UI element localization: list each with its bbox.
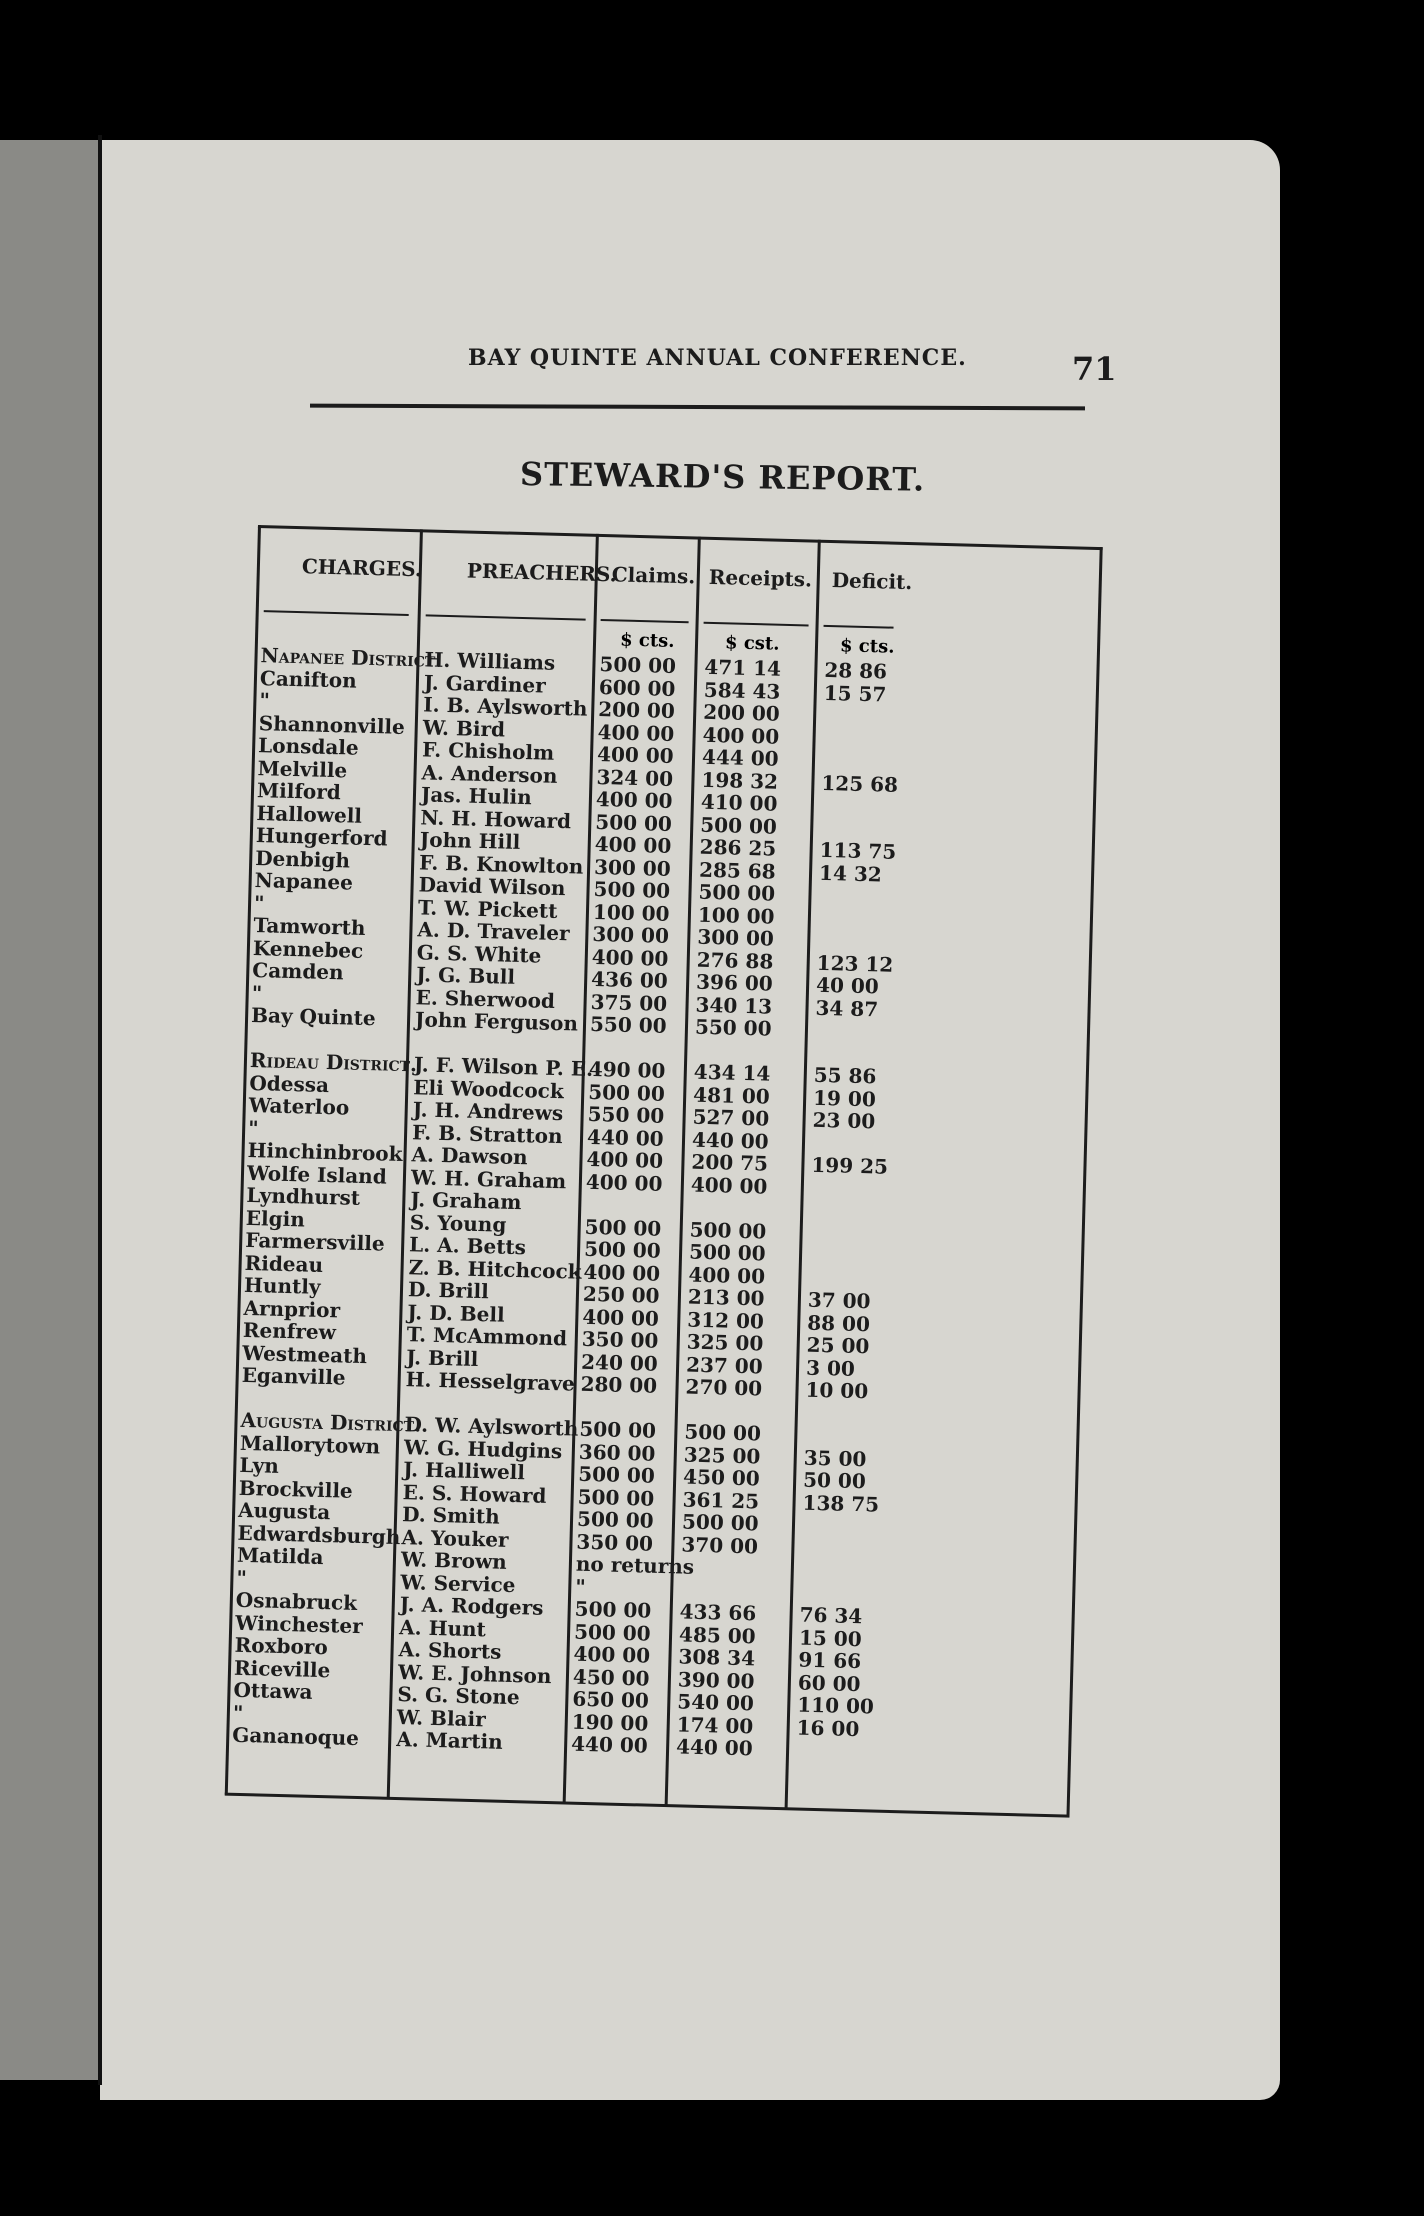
claims-cell: 490 00 (588, 1056, 666, 1083)
claims-cell: 300 00 (592, 921, 670, 948)
claims-cell: 400 00 (583, 1259, 661, 1286)
claims-cell: 375 00 (590, 989, 668, 1016)
deficit-cell: 138 75 (802, 1490, 880, 1517)
deficit-cell: 19 00 (812, 1085, 877, 1111)
receipts-cell: 471 14 (704, 654, 782, 681)
receipts-cell: 400 00 (688, 1262, 766, 1289)
claims-cell: 250 00 (582, 1281, 660, 1308)
col-header-charges: CHARGES. (301, 554, 423, 582)
preacher-cell: W. E. Johnson (397, 1659, 552, 1688)
charge-cell: Winchester (234, 1610, 363, 1638)
claims-cell: 436 00 (590, 966, 669, 993)
charge-cell: Huntly (243, 1272, 321, 1299)
claims-cell: 500 00 (595, 809, 673, 836)
charge-cell: Wolfe Island (246, 1160, 388, 1189)
claims-cell: 500 00 (574, 1596, 652, 1623)
receipts-cell: 237 00 (685, 1352, 764, 1378)
charge-cell: " (253, 890, 265, 915)
header-underline (426, 614, 586, 620)
receipts-cell: 340 13 (695, 992, 773, 1019)
claims-cell: 500 00 (583, 1236, 661, 1263)
claims-cell: 500 00 (587, 1079, 666, 1106)
claims-cell: 324 00 (596, 764, 674, 791)
preacher-cell: John Hill (419, 827, 521, 854)
charge-cell: Milford (256, 778, 342, 805)
claims-cell: no returns (575, 1551, 695, 1579)
claims-cell: 500 00 (599, 651, 677, 678)
preacher-cell: J. Graham (410, 1187, 522, 1215)
preacher-cell: A. Martin (395, 1727, 504, 1754)
receipts-cell: 361 25 (682, 1486, 760, 1513)
claims-cell: 400 00 (573, 1641, 651, 1668)
preacher-cell: W. H. Graham (410, 1164, 567, 1193)
deficit-cell: 125 68 (821, 770, 899, 797)
charge-cell: Bay Quinte (250, 1002, 376, 1031)
charge-cell: Matilda (236, 1542, 324, 1570)
receipts-cell: 396 00 (695, 969, 774, 996)
receipts-cell: 527 00 (692, 1104, 770, 1131)
claims-cell: 400 00 (597, 719, 675, 746)
deficit-cell: 110 00 (796, 1692, 875, 1719)
receipts-cell: 276 88 (696, 947, 774, 974)
claims-cell: 500 00 (579, 1416, 657, 1443)
receipts-cell: 450 00 (682, 1464, 761, 1491)
charge-cell: Riceville (233, 1655, 331, 1682)
preacher-cell: N. H. Howard (420, 804, 572, 833)
deficit-cell: 10 00 (805, 1377, 869, 1404)
receipts-cell: 400 00 (702, 722, 780, 749)
page-fold (98, 135, 102, 2085)
claims-cell: 400 00 (591, 944, 669, 971)
charge-cell: Canifton (259, 665, 358, 693)
deficit-cell: 60 00 (797, 1670, 861, 1696)
receipts-cell: 500 00 (698, 879, 776, 906)
charge-cell: Rideau (244, 1250, 324, 1277)
preacher-cell: S. G. Stone (397, 1682, 520, 1710)
preacher-cell: S. Young (409, 1209, 507, 1237)
preacher-cell: H. Williams (424, 647, 556, 675)
charge-cell: Gananoque (232, 1722, 360, 1751)
preacher-cell: Z. B. Hitchcock (408, 1254, 582, 1284)
report-title: STEWARD'S REPORT. (519, 455, 926, 499)
preacher-cell: F. B. Stratton (411, 1119, 563, 1148)
deficit-cell: 40 00 (815, 972, 880, 999)
charge-cell: Eganville (241, 1362, 346, 1390)
col-header-claims: Claims. (611, 562, 696, 589)
charge-cell: Napanee District. (260, 643, 443, 672)
claims-cell: 300 00 (593, 854, 672, 881)
charge-cell: Ottawa (233, 1677, 313, 1704)
claims-cell: 550 00 (587, 1101, 665, 1128)
receipts-cell: 198 32 (701, 767, 779, 794)
preacher-cell: F. B. Knowlton (418, 849, 584, 879)
header-underline (601, 619, 689, 623)
deficit-cell: 23 00 (812, 1107, 876, 1134)
preacher-cell: David Wilson (418, 872, 566, 901)
claims-cell: 360 00 (578, 1439, 656, 1466)
receipts-cell: 308 34 (678, 1644, 756, 1671)
col-header-receipts: Receipts. (708, 564, 813, 592)
preacher-cell: W. Brown (400, 1547, 508, 1574)
preacher-cell: J. Halliwell (403, 1457, 526, 1485)
deficit-cell: 35 00 (803, 1445, 867, 1471)
charge-cell: Kennebec (252, 935, 364, 963)
preacher-cell: J. A. Rodgers (399, 1592, 544, 1620)
receipts-cell: 100 00 (697, 902, 775, 929)
preacher-cell: W. Bird (422, 714, 506, 742)
deficit-cell: 113 75 (819, 837, 897, 864)
claims-cell: " (575, 1574, 587, 1599)
receipts-cell: 500 00 (684, 1419, 762, 1446)
receipts-cell: 200 75 (691, 1149, 769, 1176)
charge-cell: Hallowell (256, 800, 363, 828)
charge-cell: " (236, 1565, 248, 1590)
preacher-cell: J. G. Bull (415, 962, 516, 989)
header-underline (264, 610, 409, 616)
preacher-cell: D. W. Aylsworth (404, 1412, 579, 1441)
preacher-cell: J. Brill (405, 1344, 479, 1371)
deficit-cell: 88 00 (807, 1310, 871, 1336)
deficit-cell: 199 25 (811, 1152, 889, 1179)
preacher-cell: H. Hesselgrave (405, 1367, 576, 1396)
receipts-cell: 433 66 (679, 1599, 757, 1626)
preacher-cell: L. A. Betts (408, 1232, 527, 1260)
charge-cell: Denbigh (254, 845, 351, 873)
claims-cell: 400 00 (586, 1146, 664, 1173)
claims-cell: 440 00 (570, 1731, 649, 1758)
charge-cell: Melville (257, 755, 348, 782)
charge-cell: Lonsdale (257, 733, 359, 760)
preacher-cell: J. H. Andrews (412, 1097, 564, 1126)
preacher-cell: A. Dawson (411, 1142, 528, 1170)
preacher-cell: J. D. Bell (407, 1299, 505, 1327)
charge-cell: " (251, 980, 263, 1005)
claims-cell: 350 00 (576, 1529, 654, 1556)
preacher-cell: G. S. White (416, 939, 542, 968)
receipts-cell: 481 00 (692, 1082, 771, 1109)
receipts-cell: 312 00 (687, 1307, 765, 1334)
receipts-cell: 500 00 (688, 1239, 766, 1266)
receipts-cell: 550 00 (694, 1014, 772, 1041)
claims-cell: 400 00 (582, 1304, 660, 1331)
charge-cell: Brockville (238, 1475, 354, 1503)
claims-unit: $ cts. (619, 629, 675, 652)
preacher-cell: F. Chisholm (421, 737, 555, 765)
charge-cell: Odessa (249, 1070, 330, 1097)
charge-cell: Hungerford (255, 823, 388, 851)
claims-cell: 200 00 (597, 696, 676, 723)
deficit-cell: 76 34 (799, 1602, 863, 1629)
col-header-deficit: Deficit. (831, 568, 913, 595)
charge-cell: " (259, 688, 271, 713)
receipts-unit: $ cst. (724, 632, 780, 655)
claims-cell: 400 00 (595, 786, 673, 813)
claims-cell: 500 00 (577, 1484, 655, 1511)
receipts-cell: 370 00 (681, 1531, 759, 1558)
deficit-cell: 37 00 (807, 1287, 871, 1314)
receipts-cell: 434 14 (693, 1059, 771, 1086)
receipts-cell: 584 43 (703, 677, 781, 704)
claims-cell: 500 00 (577, 1461, 656, 1488)
deficit-cell: 15 00 (798, 1625, 863, 1651)
receipts-cell: 540 00 (677, 1689, 755, 1716)
charge-cell: Hinchinbrook (247, 1137, 403, 1166)
charge-cell: " (232, 1700, 244, 1725)
preacher-cell: Eli Woodcock (413, 1074, 565, 1103)
preacher-cell: A. Anderson (421, 759, 558, 788)
receipts-cell: 410 00 (700, 789, 778, 816)
receipts-cell: 485 00 (678, 1621, 756, 1648)
receipts-cell: 444 00 (701, 744, 779, 771)
charge-cell: Shannonville (258, 710, 406, 739)
receipts-cell: 325 00 (683, 1441, 761, 1468)
claims-cell: 440 00 (586, 1124, 664, 1151)
claims-cell: 280 00 (580, 1371, 658, 1398)
charge-cell: Arnprior (243, 1295, 341, 1322)
charge-cell: Farmersville (244, 1227, 385, 1256)
claims-cell: 190 00 (571, 1709, 649, 1736)
receipts-cell: 300 00 (697, 924, 775, 951)
facing-page-edge (0, 140, 100, 2080)
preacher-cell: A. Shorts (398, 1637, 502, 1664)
preacher-cell: A. D. Traveler (417, 917, 570, 946)
receipts-cell: 440 00 (675, 1734, 754, 1761)
claims-cell: 450 00 (572, 1664, 650, 1691)
charge-cell: Tamworth (253, 913, 366, 940)
charge-cell: Camden (252, 958, 344, 985)
charge-cell: Mallorytown (239, 1430, 381, 1459)
claims-cell: 650 00 (572, 1686, 650, 1713)
charge-cell: Roxboro (234, 1632, 329, 1660)
preacher-cell: T. W. Pickett (417, 894, 558, 923)
charge-cell: Rideau District. (249, 1047, 418, 1077)
charge-cell: Augusta District. (240, 1407, 422, 1437)
steward-report-table (225, 525, 1103, 1817)
receipts-cell: 390 00 (677, 1666, 755, 1693)
receipts-cell: 285 68 (698, 857, 776, 884)
charge-cell: Renfrew (242, 1317, 337, 1345)
preacher-cell: J. Gardiner (423, 669, 547, 698)
receipts-cell: 270 00 (685, 1374, 763, 1401)
deficit-cell: 123 12 (816, 950, 894, 977)
charge-cell: Lyn (239, 1452, 280, 1478)
claims-cell: 500 00 (593, 876, 671, 903)
receipts-cell: 174 00 (676, 1711, 754, 1738)
preacher-cell: I. B. Aylsworth (423, 692, 588, 721)
preacher-cell: W. G. Hudgins (403, 1434, 563, 1463)
preacher-cell: Jas. Hulin (420, 782, 533, 810)
receipts-cell: 325 00 (686, 1329, 764, 1356)
deficit-cell: 55 86 (813, 1062, 877, 1089)
charge-cell: Lyndhurst (246, 1182, 361, 1210)
receipts-cell: 200 00 (702, 699, 781, 726)
deficit-cell: 3 00 (805, 1355, 856, 1381)
preacher-cell: John Ferguson (414, 1007, 579, 1036)
deficit-cell: 91 66 (798, 1647, 862, 1674)
header-underline (704, 622, 809, 627)
receipts-cell: 440 00 (691, 1127, 769, 1154)
claims-cell: 400 00 (585, 1169, 663, 1196)
preacher-cell: W. Blair (396, 1704, 487, 1731)
claims-cell: 400 00 (596, 741, 674, 768)
charge-cell: Edwardsburgh (237, 1520, 401, 1549)
page-number: 71 (1072, 350, 1117, 388)
preacher-cell: T. McAmmond (406, 1322, 568, 1351)
preacher-cell: W. Service (400, 1569, 516, 1597)
running-title: BAY QUINTE ANNUAL CONFERENCE. (468, 345, 967, 371)
deficit-cell: 28 86 (824, 657, 888, 684)
claims-cell: 240 00 (580, 1349, 659, 1376)
deficit-cell: 34 87 (815, 995, 879, 1021)
charge-cell: " (247, 1115, 259, 1140)
receipts-cell: 500 00 (689, 1217, 767, 1244)
preacher-cell: D. Brill (407, 1277, 490, 1304)
receipts-cell: 286 25 (699, 834, 777, 861)
claims-cell: 400 00 (594, 831, 672, 858)
deficit-cell: 50 00 (802, 1467, 867, 1494)
receipts-cell: 400 00 (690, 1172, 768, 1199)
preacher-cell: D. Smith (401, 1502, 500, 1529)
claims-cell: 350 00 (581, 1326, 659, 1353)
preacher-cell: J. F. Wilson P. E. (413, 1052, 594, 1081)
preacher-cell: E. S. Howard (402, 1479, 547, 1508)
charge-cell: Osnabruck (235, 1587, 358, 1615)
header-underline (824, 625, 894, 629)
claims-cell: 100 00 (592, 899, 670, 926)
preacher-cell: A. Hunt (398, 1614, 487, 1641)
preacher-cell: A. Youker (401, 1524, 509, 1552)
claims-cell: 500 00 (573, 1619, 651, 1646)
deficit-cell: 15 57 (823, 680, 887, 707)
receipts-cell: 213 00 (687, 1284, 765, 1311)
receipts-cell: 500 00 (700, 812, 778, 839)
charge-cell: Augusta (237, 1497, 331, 1525)
deficit-cell: 25 00 (806, 1332, 870, 1359)
claims-cell: 500 00 (576, 1506, 654, 1533)
claims-cell: 600 00 (598, 674, 676, 701)
deficit-cell: 14 32 (818, 860, 883, 886)
charge-cell: Waterloo (248, 1092, 350, 1120)
claims-cell: 550 00 (589, 1011, 667, 1038)
charge-cell: Napanee (254, 868, 354, 895)
charge-cell: Elgin (245, 1205, 306, 1231)
preacher-cell: E. Sherwood (415, 984, 556, 1013)
claims-cell: 500 00 (584, 1214, 662, 1241)
receipts-cell: 500 00 (681, 1509, 759, 1536)
col-header-preachers: PREACHERS. (466, 558, 617, 587)
charge-cell: Westmeath (242, 1340, 368, 1368)
deficit-cell: 16 00 (796, 1715, 860, 1741)
table-body (226, 643, 1100, 1767)
deficit-unit: $ cts. (839, 635, 895, 658)
